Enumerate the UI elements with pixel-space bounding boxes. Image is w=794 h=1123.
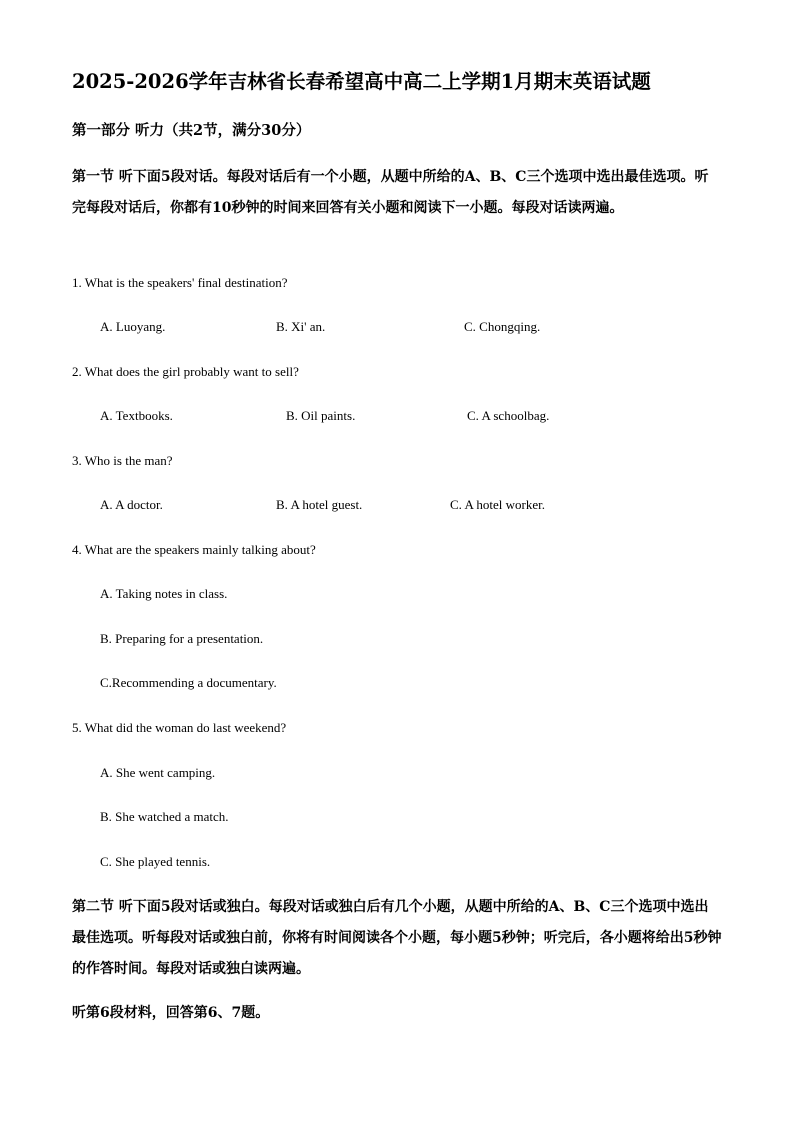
question-2-option-c: C. A schoolbag. xyxy=(467,408,550,423)
question-4-option-a: A. Taking notes in class. xyxy=(100,586,228,601)
section-one-instruction: 第一节 听下面5段对话。每段对话后有一个小题，从题中所给的A、B、C三个选项中选出最佳选项。听完每段对话后，你都有10秒钟的时间来回答有关小题和阅读下一小题。每段对话读两遍。 xyxy=(72,169,709,216)
question-1-option-b: B. Xi' an. xyxy=(276,319,326,334)
listen-material-six: 听第6段材料，回答第6、7题。 xyxy=(72,1005,270,1021)
part-one-heading: 第一部分 听力（共2节，满分30分） xyxy=(72,122,311,139)
question-5-option-c: C. She played tennis. xyxy=(100,854,211,869)
question-2-stem: 2. What does the girl probably want to sell? xyxy=(72,364,299,379)
question-2-option-a: A. Textbooks. xyxy=(100,408,173,423)
question-5-option-b: B. She watched a match. xyxy=(100,809,229,824)
page-title: 2025-2026学年吉林省长春希望高中高二上学期1月期末英语试题 xyxy=(72,70,651,93)
question-3-option-c: C. A hotel worker. xyxy=(450,497,545,512)
question-3-stem: 3. Who is the man? xyxy=(72,453,173,468)
question-3-option-b: B. A hotel guest. xyxy=(276,497,363,512)
question-2-option-b: B. Oil paints. xyxy=(286,408,356,423)
section-two-instruction: 第二节 听下面5段对话或独白。每段对话或独白后有几个小题，从题中所给的A、B、C三个选项中选出最佳选项。听每段对话或独白前，你将有时间阅读各个小题，每小题5秒钟；听完后，各小题将给出5秒钟的作答时间。每段对话或独白读两遍。 xyxy=(72,899,722,977)
question-4-option-b: B. Preparing for a presentation. xyxy=(100,631,264,646)
question-1-stem: 1. What is the speakers' final destination? xyxy=(72,275,288,290)
question-5-option-a: A. She went camping. xyxy=(100,765,216,780)
question-1-option-a: A. Luoyang. xyxy=(100,319,166,334)
question-5-stem: 5. What did the woman do last weekend? xyxy=(72,720,287,735)
question-3-option-a: A. A doctor. xyxy=(100,497,163,512)
question-1-option-c: C. Chongqing. xyxy=(464,319,541,334)
question-4-option-c: C.Recommending a documentary. xyxy=(100,675,277,690)
question-4-stem: 4. What are the speakers mainly talking about? xyxy=(72,542,316,557)
